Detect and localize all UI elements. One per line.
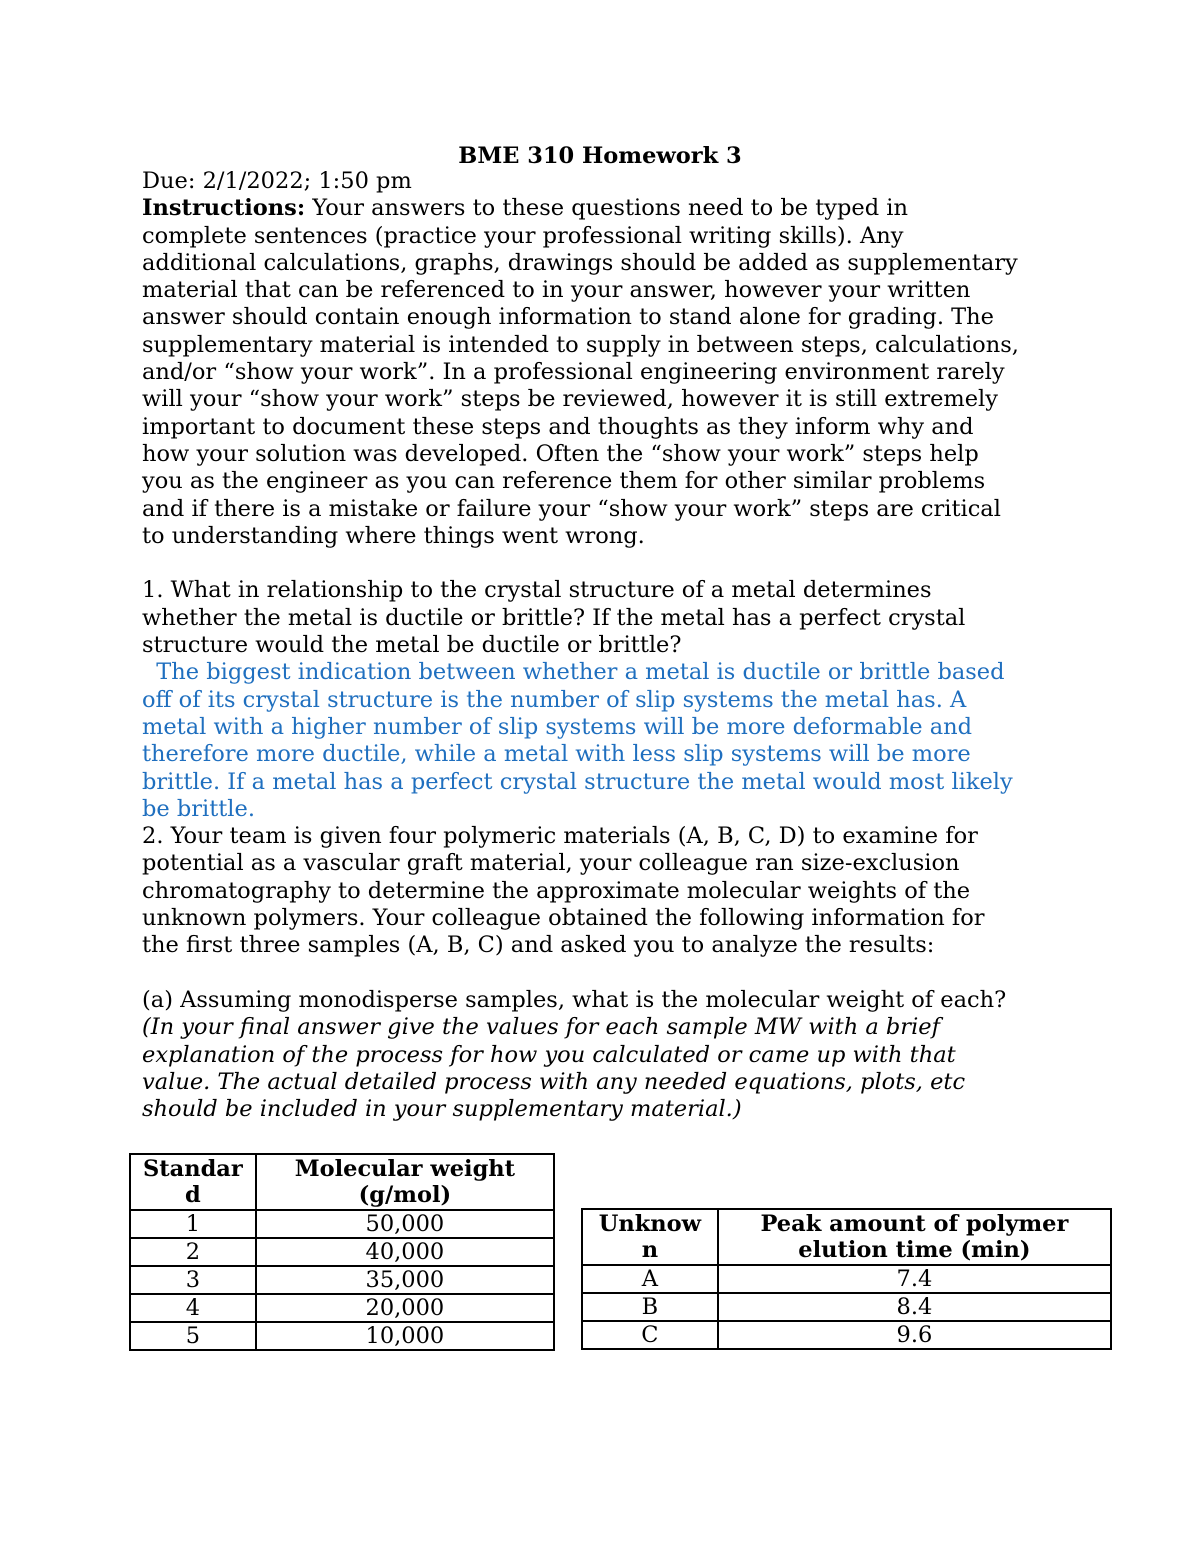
unknowns-table: [581, 1208, 1112, 1350]
table-cell: 1: [130, 1210, 256, 1238]
instructions-line: answer should contain enough information to stand alone for grading. The: [142, 304, 994, 331]
table-cell: 3: [130, 1266, 256, 1294]
question-1-line: structure would the metal be ductile or brittle?: [142, 632, 682, 659]
due-date: Due: 2/1/2022; 1:50 pm: [142, 168, 412, 194]
table-cell: A: [582, 1265, 718, 1293]
table-row: [582, 1293, 1111, 1321]
table-cell: 35,000: [256, 1266, 554, 1294]
table-cell: C: [582, 1321, 718, 1349]
paragraph-spacer: [142, 960, 1072, 987]
table-row: [582, 1321, 1111, 1349]
table-header-cell: Molecular weight (g/mol): [256, 1154, 554, 1210]
question-1-line: whether the metal is ductile or brittle? If the metal has a perfect crystal: [142, 604, 966, 631]
answer-1-line: brittle. If a metal has a perfect crystal structure the metal would most likely: [142, 768, 1013, 795]
instructions-line: how your solution was developed. Often the “show your work” steps help: [142, 440, 979, 467]
question-2-line: chromatography to determine the approximate molecular weights of the: [142, 877, 971, 904]
table-cell: 9.6: [718, 1321, 1111, 1349]
answer-1-line: therefore more ductile, while a metal with less slip systems will be more: [142, 741, 971, 768]
table-cell: 20,000: [256, 1294, 554, 1322]
instructions-line: material that can be referenced to in your answer, however your written: [142, 277, 971, 304]
table-cell: 2: [130, 1238, 256, 1266]
answer-1-line: off of its crystal structure is the number of slip systems the metal has. A: [142, 686, 967, 713]
question-2a-note-line: explanation of the process for how you calculated or came up with that: [142, 1041, 956, 1068]
question-2a-note-line: value. The actual detailed process with any needed equations, plots, etc: [142, 1068, 966, 1095]
page-title: BME 310 Homework 3: [458, 143, 742, 169]
table-cell: 10,000: [256, 1322, 554, 1350]
table-cell: 5: [130, 1322, 256, 1350]
instructions-line: additional calculations, graphs, drawings should be added as supplementary: [142, 249, 1018, 276]
table-row: [130, 1238, 554, 1266]
question-2a-note-line: (In your final answer give the values for each sample MW with a brief: [142, 1014, 940, 1041]
instructions-line: and if there is a mistake or failure your “show your work” steps are critical: [142, 495, 1001, 522]
table-row: [130, 1210, 554, 1238]
standards-table: [129, 1153, 555, 1351]
table-header-cell: Standar d: [130, 1154, 256, 1210]
table-header-row: [582, 1209, 1111, 1265]
table-row: [130, 1266, 554, 1294]
table-cell: 40,000: [256, 1238, 554, 1266]
table-cell: 4: [130, 1294, 256, 1322]
table-cell: 50,000: [256, 1210, 554, 1238]
question-2-line: the first three samples (A, B, C) and asked you to analyze the results:: [142, 932, 935, 959]
question-2-line: potential as a vascular graft material, your colleague ran size-exclusion: [142, 850, 960, 877]
instructions-line: supplementary material is intended to supply in between steps, calculations,: [142, 331, 1019, 358]
table-cell: 8.4: [718, 1293, 1111, 1321]
question-2a-note-line: should be included in your supplementary material.): [142, 1096, 742, 1123]
table-row: [130, 1322, 554, 1350]
question-1-line: 1. What in relationship to the crystal structure of a metal determines: [142, 577, 932, 604]
table-row: [130, 1294, 554, 1322]
table-header-row: [130, 1154, 554, 1210]
question-2-line: unknown polymers. Your colleague obtained the following information for: [142, 905, 985, 932]
instructions-line: important to document these steps and thoughts as they inform why and: [142, 413, 974, 440]
instructions-label: Instructions:: [142, 195, 306, 222]
document-body: [142, 168, 1072, 1123]
table-cell: 7.4: [718, 1265, 1111, 1293]
instructions-line: will your “show your work” steps be reviewed, however it is still extremely: [142, 386, 998, 413]
question-2a-line: (a) Assuming monodisperse samples, what is the molecular weight of each?: [142, 986, 1007, 1013]
question-2-line: 2. Your team is given four polymeric materials (A, B, C, D) to examine for: [142, 823, 978, 850]
instructions-line: complete sentences (practice your professional writing skills). Any: [142, 222, 904, 249]
table-header-cell: Unknow n: [582, 1209, 718, 1265]
paragraph-spacer: [142, 550, 1072, 577]
answer-1-line: be brittle.: [142, 795, 255, 822]
instructions-line: you as the engineer as you can reference them for other similar problems: [142, 468, 986, 495]
answer-1-line: The biggest indication between whether a metal is ductile or brittle based: [142, 659, 1005, 686]
table-row: [582, 1265, 1111, 1293]
instructions-text: Your answers to these questions need to be typed in: [305, 195, 908, 222]
instructions-line: and/or “show your work”. In a professional engineering environment rarely: [142, 359, 1005, 386]
table-cell: B: [582, 1293, 718, 1321]
table-header-cell: Peak amount of polymer elution time (min): [718, 1209, 1111, 1265]
instructions-line: to understanding where things went wrong.: [142, 522, 645, 549]
answer-1-line: metal with a higher number of slip systems will be more deformable and: [142, 713, 973, 740]
instructions-line: [142, 195, 1072, 222]
